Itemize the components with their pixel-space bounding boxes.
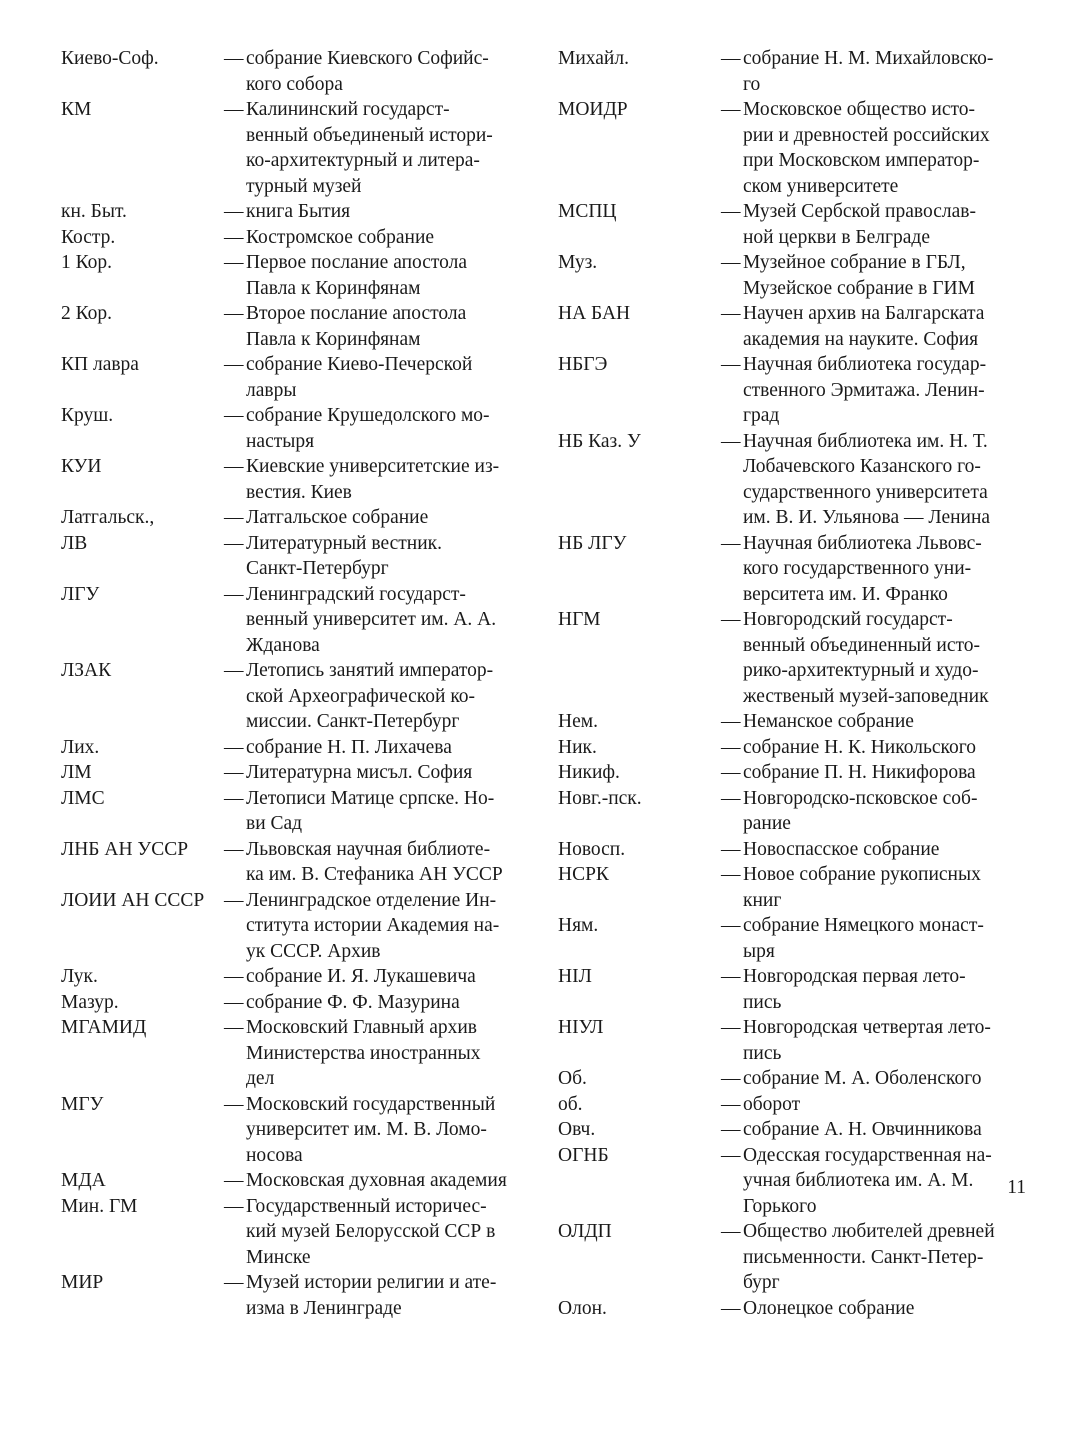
abbreviation: Овч. xyxy=(558,1119,596,1140)
abbreviation: кн. Быт. xyxy=(61,201,127,222)
dash: — xyxy=(224,405,244,426)
definition-line: Государственный историчес- xyxy=(246,1195,487,1217)
definition-line: Павла к Коринфянам xyxy=(246,328,421,350)
definition xyxy=(743,352,1033,429)
abbreviation: Ням. xyxy=(558,915,599,936)
abbreviation-entry xyxy=(558,735,1033,761)
abbreviation-entry xyxy=(61,1194,533,1271)
abbreviation: Лих. xyxy=(61,736,100,758)
abbreviation-entry xyxy=(61,760,533,786)
definition-line: Новгородская первая лето- xyxy=(743,966,966,987)
abbreviation-entry xyxy=(61,837,533,888)
dash: — xyxy=(224,303,244,324)
abbreviation: Киево-Соф. xyxy=(61,48,159,69)
abbreviation-entry xyxy=(61,531,533,582)
definition-line: изма в Ленинграде xyxy=(246,1297,402,1319)
definition-line: ук СССР. Архив xyxy=(246,940,381,962)
definition-line: ко-архитектурный и литера- xyxy=(246,150,480,171)
left-column xyxy=(61,46,533,1321)
right-column xyxy=(558,46,1033,1321)
dash: — xyxy=(721,736,741,758)
dash: — xyxy=(224,889,244,911)
abbreviation-entry xyxy=(61,250,533,301)
abbreviation: Об. xyxy=(558,1068,587,1089)
abbreviation-entry xyxy=(558,760,1033,786)
abbreviation: Михайл. xyxy=(558,48,629,69)
definition xyxy=(743,862,1033,913)
definition-line: Ленинградский государст- xyxy=(246,583,466,605)
definition-line: дел xyxy=(246,1068,275,1089)
dash: — xyxy=(721,787,741,809)
abbreviation-entry xyxy=(61,964,533,990)
abbreviation-entry xyxy=(558,709,1033,735)
definition xyxy=(743,735,1033,761)
abbreviation-entry xyxy=(61,403,533,454)
definition-line: Одесская государственная на- xyxy=(743,1144,992,1166)
dash: — xyxy=(224,226,244,248)
abbreviation: КМ xyxy=(61,99,92,120)
definition-line: Московский государственный xyxy=(246,1093,496,1115)
dash: — xyxy=(224,583,244,605)
definition xyxy=(743,1092,1033,1118)
dash: — xyxy=(224,660,244,681)
abbreviation-entry xyxy=(558,352,1033,429)
definition-line: Первое послание апостола xyxy=(246,252,468,273)
definition-line: вестия. Киев xyxy=(246,481,352,503)
definition-line: ыря xyxy=(743,940,775,962)
abbreviation: Олон. xyxy=(558,1297,607,1319)
definition-line: турный музей xyxy=(246,175,362,197)
definition-line: рико-архитектурный и худо- xyxy=(743,660,979,681)
definition xyxy=(743,1296,1033,1322)
abbreviation-entry xyxy=(61,888,533,965)
definition-line: Общество любителей древней xyxy=(743,1221,995,1242)
dash: — xyxy=(721,1119,741,1140)
dash: — xyxy=(224,966,244,987)
abbreviation-entry xyxy=(61,301,533,352)
abbreviation-entry xyxy=(61,505,533,531)
definition xyxy=(743,913,1033,964)
dash: — xyxy=(721,915,741,936)
definition-line: носова xyxy=(246,1144,303,1166)
definition-line: кий музей Белорусской ССР в xyxy=(246,1221,496,1242)
abbreviation: Новосп. xyxy=(558,838,626,860)
abbreviation-entry xyxy=(558,1015,1033,1066)
abbreviation-entry xyxy=(61,46,533,97)
dash: — xyxy=(224,1272,244,1293)
abbreviation: МГАМИД xyxy=(61,1017,147,1038)
abbreviation: ЛНБ АН УССР xyxy=(61,838,189,860)
abbreviation: НСРК xyxy=(558,864,609,885)
definition-line: Киевские университетские из- xyxy=(246,456,500,477)
definition xyxy=(743,709,1033,735)
abbreviation: НБГЭ xyxy=(558,354,608,375)
abbreviation-entry xyxy=(558,199,1033,250)
definition xyxy=(246,760,533,786)
dash: — xyxy=(721,532,741,554)
abbreviation: Новг.-пск. xyxy=(558,787,642,809)
abbreviation-entry xyxy=(558,531,1033,608)
definition xyxy=(743,1066,1033,1092)
definition-line: Музей истории религии и ате- xyxy=(246,1272,497,1293)
dash: — xyxy=(224,838,244,860)
abbreviation-entry xyxy=(61,582,533,659)
definition-line: Новое собрание рукописных xyxy=(743,864,981,885)
definition xyxy=(246,837,533,888)
dash: — xyxy=(721,1221,741,1242)
definition-line: Летопись занятий император- xyxy=(246,660,494,681)
definition-line: собрание Н. П. Лихачева xyxy=(246,736,452,758)
dash: — xyxy=(224,1017,244,1038)
definition xyxy=(743,531,1033,608)
abbreviation-entry xyxy=(558,1092,1033,1118)
definition-line: Научная библиотека им. Н. Т. xyxy=(743,430,988,452)
definition xyxy=(246,786,533,837)
abbreviation-entry xyxy=(558,1219,1033,1296)
definition-line: ственного Эрмитажа. Ленин- xyxy=(743,379,985,401)
definition-line: Московский Главный архив xyxy=(246,1017,477,1038)
abbreviation-entry xyxy=(61,225,533,251)
definition xyxy=(743,301,1033,352)
dash: — xyxy=(721,201,741,222)
definition-line: им. В. И. Ульянова — Ленина xyxy=(743,507,991,528)
definition-line: венный университет им. А. А. xyxy=(246,609,497,630)
definition-line: ви Сад xyxy=(246,813,303,834)
dash: — xyxy=(224,507,244,528)
definition xyxy=(246,505,533,531)
abbreviation: ЛОИИ АН СССР xyxy=(61,889,205,911)
definition-line: град xyxy=(743,405,780,426)
dash: — xyxy=(721,762,741,783)
definition xyxy=(743,1015,1033,1066)
abbreviation-entry xyxy=(558,1066,1033,1092)
definition-line: пись xyxy=(743,1042,782,1064)
definition xyxy=(743,1219,1033,1296)
abbreviation: Круш. xyxy=(61,405,114,426)
abbreviation-entry xyxy=(558,862,1033,913)
definition-line: Второе послание апостола xyxy=(246,303,467,324)
abbreviation: ЛМС xyxy=(61,787,105,809)
definition-line: Музейное собрание в ГБЛ, xyxy=(743,252,966,273)
definition-line: оборот xyxy=(743,1093,801,1115)
dash: — xyxy=(721,252,741,273)
definition-line: Литературна мисъл. София xyxy=(246,762,473,783)
abbreviation-entry xyxy=(61,1168,533,1194)
abbreviation: Никиф. xyxy=(558,762,620,783)
dash: — xyxy=(224,456,244,477)
dash: — xyxy=(721,711,741,732)
definition xyxy=(246,531,533,582)
definition-line: Новгородский государст- xyxy=(743,609,953,630)
definition-line: собрание Нямецкого монаст- xyxy=(743,915,984,936)
definition xyxy=(246,1092,533,1169)
definition-line: Музей Сербской православ- xyxy=(743,201,976,222)
definition-line: ской Археографической ко- xyxy=(246,685,476,707)
definition-line: жественый музей-заповедник xyxy=(743,685,989,707)
definition-line: Минске xyxy=(246,1246,311,1268)
dash: — xyxy=(224,1170,244,1191)
definition-line: академия на науките. София xyxy=(743,328,979,350)
dash: — xyxy=(721,1093,741,1115)
definition-line: ском университете xyxy=(743,175,899,197)
definition-line: Санкт-Петербург xyxy=(246,558,389,579)
abbreviation-entry xyxy=(558,429,1033,531)
abbreviation: НБ Каз. У xyxy=(558,430,641,452)
definition-line: собрание Киево-Печерской xyxy=(246,354,473,375)
dash: — xyxy=(224,991,244,1013)
definition-line: Костромское собрание xyxy=(246,226,435,248)
abbreviation: НГМ xyxy=(558,609,601,630)
abbreviation-entry xyxy=(558,964,1033,1015)
definition-line: Московская духовная академия xyxy=(246,1170,507,1191)
dash: — xyxy=(224,532,244,554)
abbreviation-entry xyxy=(558,1296,1033,1322)
definition-line: Московское общество исто- xyxy=(743,99,976,120)
definition-line: Жданова xyxy=(246,634,320,656)
abbreviation-entry xyxy=(61,1092,533,1169)
definition xyxy=(246,46,533,97)
abbreviation: Ник. xyxy=(558,736,597,758)
definition-line: собрание Киевского Софийс- xyxy=(246,48,489,69)
abbreviation: МОИДР xyxy=(558,99,628,120)
definition-line: Горького xyxy=(743,1195,817,1217)
dash: — xyxy=(721,966,741,987)
dash: — xyxy=(224,354,244,375)
abbreviation: МДА xyxy=(61,1170,106,1191)
abbreviation: Костр. xyxy=(61,226,116,248)
dash: — xyxy=(721,48,741,69)
definition-line: ститута истории Академия на- xyxy=(246,915,500,936)
dash: — xyxy=(721,609,741,630)
abbreviation: НБ ЛГУ xyxy=(558,532,627,554)
definition xyxy=(246,1194,533,1271)
definition-line: рии и древностей российских xyxy=(743,124,990,146)
dash: — xyxy=(721,1017,741,1038)
definition-line: Львовская научная библиоте- xyxy=(246,838,491,860)
dash: — xyxy=(224,99,244,120)
definition-line: кого государственного уни- xyxy=(743,558,972,579)
definition-line: ной церкви в Белграде xyxy=(743,226,930,248)
definition-line: пись xyxy=(743,991,782,1013)
abbreviation-entry xyxy=(61,352,533,403)
definition-line: Новоспасское собрание xyxy=(743,838,940,860)
dash: — xyxy=(224,201,244,222)
definition-line: сударственного университета xyxy=(743,481,988,503)
definition xyxy=(246,403,533,454)
definition-line: венный объединенный исто- xyxy=(743,634,981,656)
definition-line: Научная библиотека Львовс- xyxy=(743,532,982,554)
abbreviation-entry xyxy=(61,1270,533,1321)
abbreviation-entry xyxy=(558,1143,1033,1220)
definition xyxy=(743,837,1033,863)
dash: — xyxy=(721,1297,741,1319)
dash: — xyxy=(224,787,244,809)
abbreviation-entry xyxy=(558,786,1033,837)
definition-line: Научен архив на Балгарската xyxy=(743,303,985,324)
abbreviation: ЛЗАК xyxy=(61,660,112,681)
abbreviation: НА БАН xyxy=(558,303,631,324)
definition-line: Музейское собрание в ГИМ xyxy=(743,277,975,299)
definition-line: верситета им. И. Франко xyxy=(743,583,948,605)
definition-line: миссии. Санкт-Петербург xyxy=(246,711,460,732)
definition xyxy=(246,658,533,735)
definition-line: книга Бытия xyxy=(246,201,351,222)
dash: — xyxy=(721,354,741,375)
abbreviation-entry xyxy=(558,913,1033,964)
definition-line: собрание Ф. Ф. Мазурина xyxy=(246,991,460,1013)
definition xyxy=(246,888,533,965)
definition xyxy=(246,250,533,301)
abbreviation: об. xyxy=(558,1093,583,1115)
definition-line: настыря xyxy=(246,430,315,452)
abbreviation: ОЛДП xyxy=(558,1221,612,1242)
abbreviation: ЛГУ xyxy=(61,583,100,605)
dash: — xyxy=(224,252,244,273)
definition xyxy=(246,735,533,761)
definition xyxy=(246,1270,533,1321)
definition-line: собрание А. Н. Овчинникова xyxy=(743,1119,982,1140)
definition xyxy=(743,1117,1033,1143)
definition-line: Летописи Матице српске. Но- xyxy=(246,787,495,809)
definition-line: бург xyxy=(743,1272,780,1293)
abbreviation: НIУЛ xyxy=(558,1017,604,1038)
abbreviation-entry xyxy=(61,199,533,225)
abbreviation: Мазур. xyxy=(61,991,119,1013)
definition xyxy=(743,250,1033,301)
abbreviation: МГУ xyxy=(61,1093,104,1115)
dash: — xyxy=(224,1093,244,1115)
abbreviation: Мин. ГМ xyxy=(61,1195,138,1217)
dash: — xyxy=(224,48,244,69)
page-number: 11 xyxy=(1007,1177,1026,1198)
abbreviation: 1 Кор. xyxy=(61,252,113,273)
definition xyxy=(246,454,533,505)
definition-line: собрание П. Н. Никифорова xyxy=(743,762,976,783)
definition xyxy=(743,199,1033,250)
dash: — xyxy=(224,762,244,783)
definition-line: собрание И. Я. Лукашевича xyxy=(246,966,476,987)
definition xyxy=(246,582,533,659)
definition-line: учная библиотека им. А. М. xyxy=(743,1170,974,1191)
definition-line: Неманское собрание xyxy=(743,711,914,732)
definition xyxy=(743,964,1033,1015)
definition-line: книг xyxy=(743,889,782,911)
abbreviation-entry xyxy=(558,837,1033,863)
definition-line: Олонецкое собрание xyxy=(743,1297,915,1319)
definition-line: университет им. М. В. Ломо- xyxy=(246,1119,487,1140)
definition xyxy=(743,97,1033,199)
definition xyxy=(743,429,1033,531)
dash: — xyxy=(721,864,741,885)
definition-line: Новгородская четвертая лето- xyxy=(743,1017,991,1038)
abbreviation: Муз. xyxy=(558,252,598,273)
abbreviation: ОГНБ xyxy=(558,1144,609,1166)
abbreviation: МСПЦ xyxy=(558,201,617,222)
definition-line: собрание Н. М. Михайловско- xyxy=(743,48,994,69)
abbreviation-entry xyxy=(558,607,1033,709)
abbreviation: Нем. xyxy=(558,711,598,732)
definition xyxy=(246,97,533,199)
abbreviation: МИР xyxy=(61,1272,104,1293)
definition-line: кого собора xyxy=(246,73,343,95)
definition-line: Калининский государст- xyxy=(246,99,450,120)
abbreviation-entry xyxy=(558,1117,1033,1143)
definition-line: Министерства иностранных xyxy=(246,1042,481,1064)
abbreviation-entry xyxy=(61,658,533,735)
dash: — xyxy=(721,1068,741,1089)
abbreviation-entry xyxy=(558,301,1033,352)
definition xyxy=(246,964,533,990)
definition-line: собрание М. А. Оболенского xyxy=(743,1068,982,1089)
dash: — xyxy=(721,1144,741,1166)
dash: — xyxy=(721,430,741,452)
definition-line: го xyxy=(743,73,761,95)
definition-line: Научная библиотека государ- xyxy=(743,354,987,375)
definition xyxy=(743,1143,1033,1220)
definition-line: венный объединеный истори- xyxy=(246,124,493,146)
abbreviation: НIЛ xyxy=(558,966,592,987)
definition-line: Новгородско-псковское соб- xyxy=(743,787,978,809)
abbreviation-entry xyxy=(558,97,1033,199)
definition xyxy=(246,990,533,1016)
definition xyxy=(743,786,1033,837)
dash: — xyxy=(721,303,741,324)
abbreviation: Лук. xyxy=(61,966,98,987)
abbreviation: Латгальск., xyxy=(61,507,155,528)
definition-line: рание xyxy=(743,813,791,834)
dash: — xyxy=(721,838,741,860)
definition xyxy=(246,352,533,403)
definition xyxy=(246,301,533,352)
abbreviation: ЛМ xyxy=(61,762,92,783)
definition-line: собрание Крушедолского мо- xyxy=(246,405,490,426)
definition xyxy=(743,760,1033,786)
definition-line: ка им. В. Стефаника АН УССР xyxy=(246,864,503,885)
abbreviation-entry xyxy=(61,990,533,1016)
definition-line: лавры xyxy=(246,379,297,401)
definition-line: Литературный вестник. xyxy=(246,532,442,554)
dash: — xyxy=(721,99,741,120)
abbreviation-entry xyxy=(61,786,533,837)
definition-line: Ленинградское отделение Ин- xyxy=(246,889,497,911)
definition xyxy=(246,225,533,251)
definition xyxy=(246,1168,533,1194)
abbreviation-entry xyxy=(558,250,1033,301)
abbreviation-entry xyxy=(61,454,533,505)
abbreviation: ЛВ xyxy=(61,532,88,554)
definition xyxy=(743,607,1033,709)
definition-line: собрание Н. К. Никольского xyxy=(743,736,976,758)
abbreviation-entry xyxy=(558,46,1033,97)
abbreviation: КП лавра xyxy=(61,354,139,375)
definition xyxy=(246,199,533,225)
dash: — xyxy=(224,736,244,758)
abbreviation-entry xyxy=(61,97,533,199)
abbreviation-entry xyxy=(61,735,533,761)
definition-line: Павла к Коринфянам xyxy=(246,277,421,299)
definition-line: при Московском император- xyxy=(743,150,980,171)
abbreviation: 2 Кор. xyxy=(61,303,113,324)
abbreviation-entry xyxy=(61,1015,533,1092)
definition-line: Латгальское собрание xyxy=(246,507,429,528)
dash: — xyxy=(224,1195,244,1217)
definition-line: Лобачевского Казанского го- xyxy=(743,456,981,477)
abbreviation: КУИ xyxy=(61,456,102,477)
definition xyxy=(743,46,1033,97)
definition xyxy=(246,1015,533,1092)
definition-line: письменности. Санкт-Петер- xyxy=(743,1246,984,1268)
